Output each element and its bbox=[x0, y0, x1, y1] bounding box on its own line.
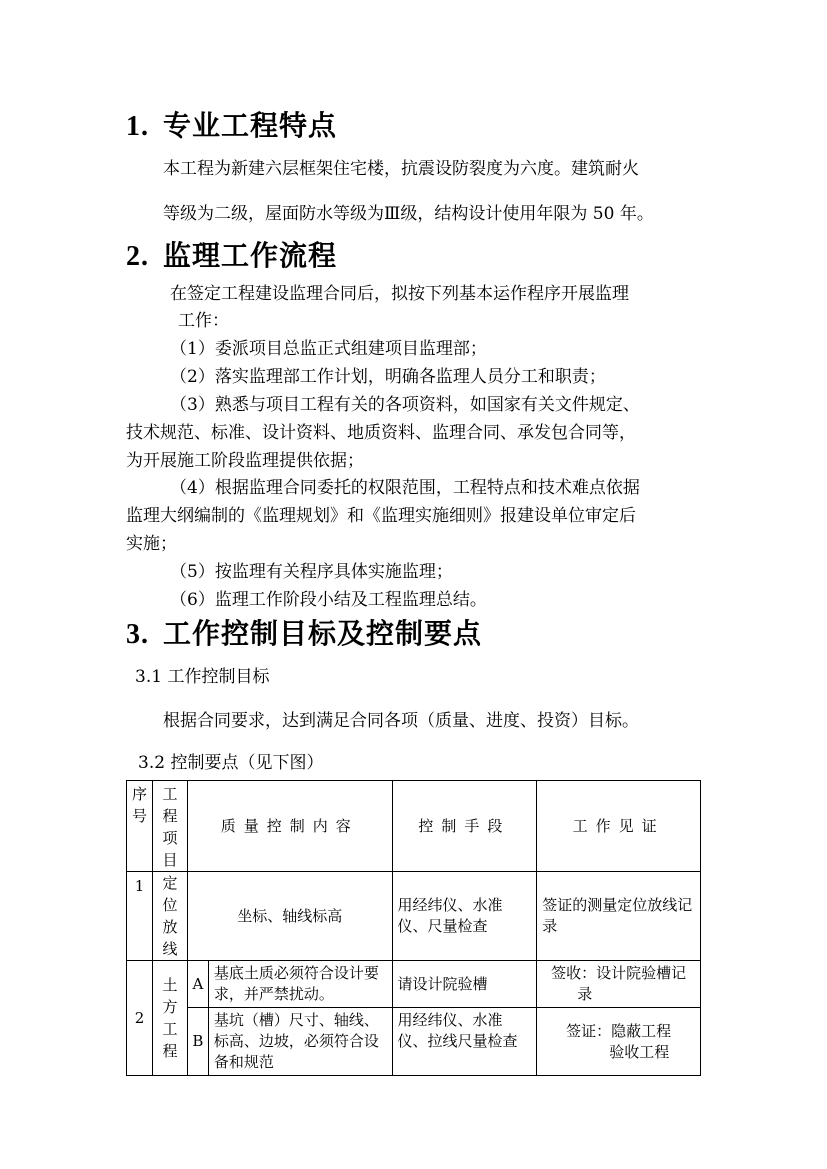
section-title: 专业工程特点 bbox=[163, 109, 338, 142]
subsection-heading: 3.1 工作控制目标 bbox=[135, 667, 270, 687]
paragraph: 工作： bbox=[178, 311, 229, 331]
header-item: 工程项目 bbox=[152, 781, 187, 872]
row-content: 基坑（槽）尺寸、轴线、标高、边坡，必须符合设备和规范 bbox=[208, 1008, 392, 1076]
paragraph: 等级为二级，屋面防水等级为Ⅲ级，结构设计使用年限为 50 年。 bbox=[163, 204, 654, 224]
section-title: 工作控制目标及控制要点 bbox=[163, 617, 483, 650]
row-means: 用经纬仪、水准仪、尺量检查 bbox=[392, 872, 537, 961]
header-evidence: 工作见证 bbox=[537, 781, 701, 872]
section-1-heading bbox=[126, 104, 337, 144]
list-item-continuation: 技术规范、标准、设计资料、地质资料、监理合同、承发包合同等， bbox=[126, 423, 636, 443]
header-content: 质量控制内容 bbox=[187, 781, 392, 872]
list-item-continuation: 监理大纲编制的《监理规划》和《监理实施细则》报建设单位审定后 bbox=[126, 506, 636, 526]
section-title: 监理工作流程 bbox=[163, 239, 338, 272]
table-header-row bbox=[127, 781, 701, 872]
row-subcode: A bbox=[187, 961, 208, 1008]
paragraph: 在签定工程建设监理合同后，拟按下列基本运作程序开展监理 bbox=[170, 284, 629, 304]
row-evidence: 签证的测量定位放线记录 bbox=[537, 872, 701, 961]
section-3-heading bbox=[126, 612, 482, 652]
list-item: （1）委派项目总监正式组建项目监理部； bbox=[170, 339, 487, 359]
list-item: （4）根据监理合同委托的权限范围，工程特点和技术难点依据 bbox=[170, 478, 640, 498]
list-item: （6）监理工作阶段小结及工程监理总结。 bbox=[170, 590, 487, 610]
row-means: 请设计院验槽 bbox=[392, 961, 537, 1008]
paragraph: 本工程为新建六层框架住宅楼，抗震设防裂度为六度。建筑耐火 bbox=[163, 159, 639, 179]
header-means: 控制手段 bbox=[392, 781, 537, 872]
row-content: 坐标、轴线标高 bbox=[187, 872, 392, 961]
section-2-heading bbox=[126, 234, 337, 274]
table-row bbox=[127, 872, 701, 961]
row-seq: 1 bbox=[127, 872, 153, 961]
row-means: 用经纬仪、水准仪、拉线尺量检查 bbox=[392, 1008, 537, 1076]
table-row bbox=[127, 961, 701, 1008]
table-row bbox=[127, 1008, 701, 1076]
section-number: 2. bbox=[126, 241, 149, 272]
row-evidence: 签收：设计院验槽记 录 bbox=[537, 961, 701, 1008]
list-item-continuation: 实施； bbox=[126, 534, 177, 554]
list-item: （2）落实监理部工作计划，明确各监理人员分工和职责； bbox=[170, 367, 606, 387]
row-content: 基底土质必须符合设计要求，并严禁扰动。 bbox=[208, 961, 392, 1008]
row-item: 土方工程 bbox=[152, 961, 187, 1076]
section-number: 3. bbox=[126, 619, 149, 650]
section-number: 1. bbox=[126, 111, 149, 142]
row-seq: 2 bbox=[127, 961, 153, 1076]
list-item-continuation: 为开展施工阶段监理提供依据； bbox=[126, 451, 364, 471]
list-item: （5）按监理有关程序具体实施监理； bbox=[170, 562, 453, 582]
subsection-heading: 3.2 控制要点（见下图） bbox=[138, 753, 324, 773]
paragraph: 根据合同要求，达到满足合同各项（质量、进度、投资）目标。 bbox=[163, 711, 639, 731]
list-item: （3）熟悉与项目工程有关的各项资料，如国家有关文件规定、 bbox=[170, 395, 640, 415]
row-item: 定位放线 bbox=[152, 872, 187, 961]
header-seq: 序号 bbox=[127, 781, 153, 872]
control-points-table bbox=[126, 780, 701, 1076]
row-subcode: B bbox=[187, 1008, 208, 1076]
row-evidence: 签证：隐蔽工程 验收工程 bbox=[537, 1008, 701, 1076]
